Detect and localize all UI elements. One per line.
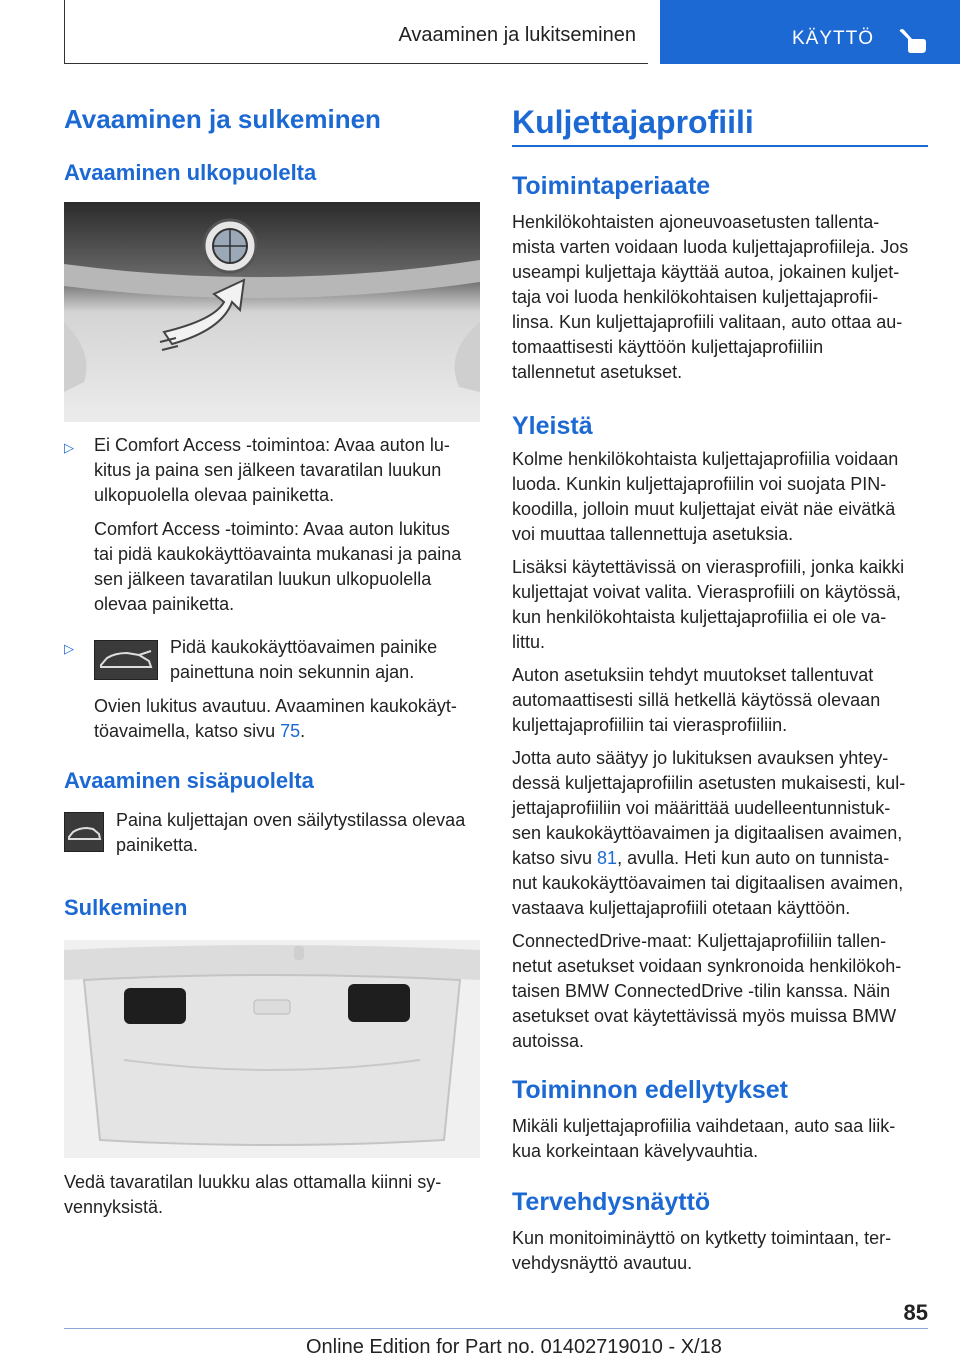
bullet-triangle-icon: ▷ [64,641,74,656]
text-line: Auton asetuksiin tehdyt muutokset tallentuvat [512,665,874,685]
text-line: Mikäli kuljettajaprofiilia vaihdetaan, auto saa liik- [512,1116,896,1136]
text-line: kuljettajat voivat valita. Vierasprofiili on käytössä, [512,582,901,602]
text-line: ulkopuolella olevaa painiketta. [94,485,335,505]
page-link-81[interactable]: 81 [597,848,618,868]
text-line: Ovien lukitus avautuu. Avaaminen kaukokäyt- [94,696,457,716]
text-line: dessä kuljettajaprofiilin asetusten mukaisesti, kul- [512,773,906,793]
instruction-closing [64,1170,480,1220]
heading-principle: Toimintaperiaate [512,172,711,200]
text-line: ConnectedDrive-maat: Kuljettajaprofiiliin tallen- [512,931,887,951]
requirements-text [512,1114,928,1164]
text-line: mista varten voidaan luoda kuljettajaprofiileja. Jos [512,237,909,257]
text-line: kua korkeintaan kävelyvauhtia. [512,1141,759,1161]
text-fragment: katso sivu [512,848,598,868]
text-line: Lisäksi käytettävissä on vierasprofiili, jonka kaikki [512,557,905,577]
text-line: Vedä tavaratilan luukku alas ottamalla kiinni sy- [64,1172,442,1192]
text-line: koodilla, jolloin muut kuljettajat eivät näe eivätkä [512,499,896,519]
text-line: vastaava kuljettajaprofiili otetaan käyttöön. [512,898,851,918]
instruction-key-button [170,635,480,685]
text-fragment: , avulla. Heti kun auto on tunnista- [617,848,890,868]
text-line: luoda. Kunkin kuljettajaprofiilin voi suojata PIN- [512,474,887,494]
text-line: vennyksistä. [64,1197,164,1217]
footer-edition: Online Edition for Part no. 01402719010 - X/18 [306,1336,722,1358]
header-section-title: Avaaminen ja lukitseminen [398,24,636,46]
heading-opening-inside: Avaaminen sisäpuolelta [64,768,314,793]
text-line: olevaa painiketta. [94,594,235,614]
text-line: vehdysnäyttö avautuu. [512,1253,693,1273]
door-trunk-button-icon [64,812,104,852]
principle-text [512,210,928,385]
text-line: Paina kuljettajan oven säilytystilassa olevaa [116,810,466,830]
heading-general: Yleistä [512,412,593,440]
trunk-lid-photo [64,940,480,1158]
text-line: tomaattisesti käyttöön kuljettajaprofiiliin [512,337,824,357]
text-line: netut asetukset voidaan synkronoida henkilökoh- [512,956,902,976]
text-line: kuljettajaprofiiliin tai vierasprofiiliin. [512,715,788,735]
greeting-display-text [512,1226,928,1276]
trunk-emblem-photo [64,202,480,422]
text-line: littu. [512,632,546,652]
page-link-75[interactable]: 75 [280,721,301,741]
text-line: tai pidä kaukokäyttöavainta mukanasi ja paina [94,544,462,564]
text-line: tallennetut asetukset. [512,362,683,382]
text-line: automaattisesti sillä hetkellä käytössä olevaan [512,690,881,710]
text-fragment: . [300,721,306,741]
pointing-hand-icon [898,26,928,54]
text-line: painiketta. [116,835,199,855]
instruction-unlock-result [94,694,484,744]
text-line: Ei Comfort Access -toimintoa: Avaa auton lu- [94,435,450,455]
text-line: painettuna noin sekunnin ajan. [170,662,415,682]
text-line: useampi kuljettaja käyttää autoa, jokainen kuljet- [512,262,900,282]
text-line: taisen BMW ConnectedDrive -tilin kanssa. Näin [512,981,891,1001]
text-line: autoissa. [512,1031,585,1051]
page-number: 85 [903,1300,928,1325]
chapter-title: KÄYTTÖ [792,28,875,49]
footer-rule [64,1328,928,1329]
text-line: Comfort Access -toiminto: Avaa auton lukitus [94,519,450,539]
heading-greeting-display: Tervehdysnäyttö [512,1188,711,1216]
text-line: Jotta auto säätyy jo lukituksen avauksen yhtey- [512,748,889,768]
text-line: linsa. Kun kuljettajaprofiili valitaan, auto ottaa au- [512,312,903,332]
section-title-opening-closing: Avaaminen ja sulkeminen [64,104,381,134]
section-title-driver-profile: Kuljettajaprofiili [512,104,754,140]
bullet-triangle-icon: ▷ [64,440,74,455]
instruction-no-comfort-access [94,433,484,617]
text-line: Kolme henkilökohtaista kuljettajaprofiilia voidaan [512,449,899,469]
heading-opening-outside: Avaaminen ulkopuolelta [64,160,317,185]
text-line: Henkilökohtaisten ajoneuvoasetusten tallenta- [512,212,880,232]
text-line: sen jälkeen tavaratilan luukun ulkopuolella [94,569,432,589]
general-text [512,447,928,1054]
text-line: nut kaukokäyttöavaimen tai digitaalisen avaimen, [512,873,904,893]
heading-requirements: Toiminnon edellytykset [512,1076,788,1104]
text-line: Kun monitoiminäyttö on kytketty toimintaan, ter- [512,1228,892,1248]
title-rule [512,145,928,147]
text-line: Pidä kaukokäyttöavaimen painike [170,637,438,657]
text-fragment: töavaimella, katso sivu [94,721,281,741]
text-line [512,846,928,871]
key-trunk-button-icon [94,640,158,680]
text-line: jettajaprofiiliin voi määrittää uudelleentunnistuk- [512,798,891,818]
chapter-tab [660,0,960,64]
instruction-inside-button [116,808,480,858]
running-header [64,0,648,64]
text-line: sen kaukokäyttöavaimen ja digitaalisen avaimen, [512,823,903,843]
text-line: taja voi luoda henkilökohtaisen kuljettajaprofii- [512,287,879,307]
text-line: asetukset ovat käytettävissä myös muissa BMW [512,1006,897,1026]
heading-closing: Sulkeminen [64,895,188,920]
text-line [94,719,484,744]
text-line: kun henkilökohtaista kuljettajaprofiilia ei ole va- [512,607,887,627]
text-line: voi muuttaa tallennettuja asetuksia. [512,524,794,544]
text-line: kitus ja paina sen jälkeen tavaratilan luukun [94,460,442,480]
